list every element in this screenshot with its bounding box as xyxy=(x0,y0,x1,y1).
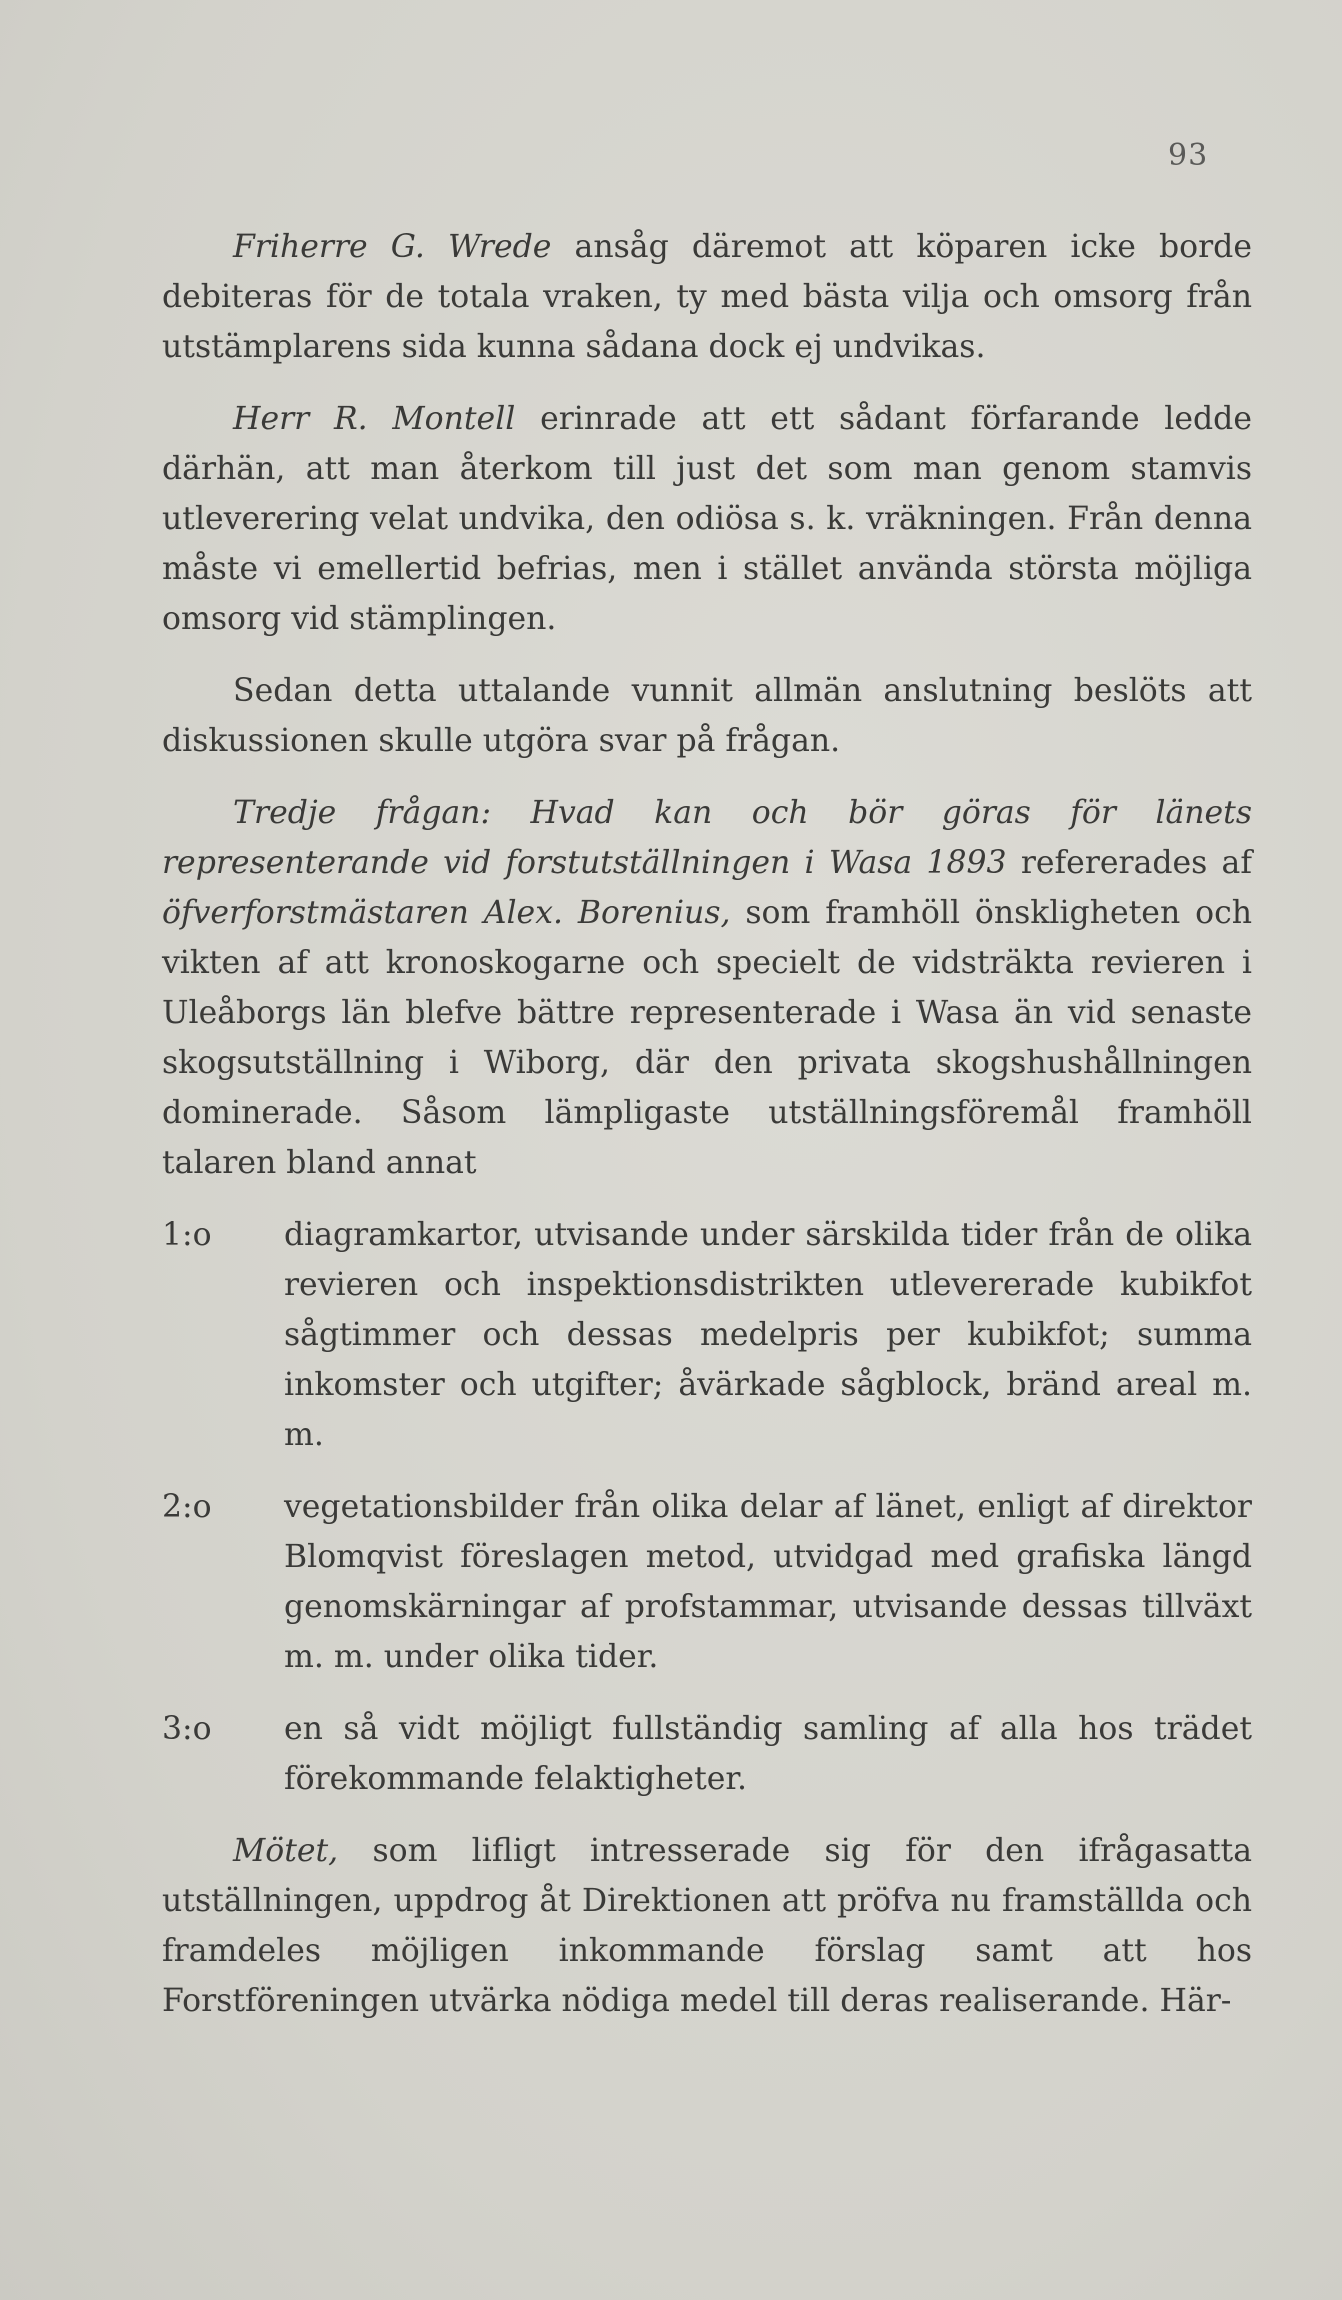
italic-text: Tredje frågan: Hvad kan och bör göras för länets representerande vid forstutställningen i Wasa 1893 xyxy=(162,795,1252,881)
text-run: som framhöll önskligheten och vikten af att kronoskogarne och specielt de vidsträkta revieren i Uleåborgs län blefve bättre representerade i Wasa än vid senaste skogsutställning i Wiborg, där den privata skogshushållningen dominerade. Såsom lämpligaste utställningsföremål framhöll talaren bland annat xyxy=(162,895,1252,1181)
paragraph xyxy=(162,666,1252,766)
italic-text: öfverforstmästaren Alex. Borenius, xyxy=(162,895,731,931)
text-run: som lifligt intresserade sig för den ifrågasatta utställningen, uppdrog åt Direktionen att pröfva nu framställda och framdeles möjligen inkommande förslag samt att hos Forstföreningen utvärka nödiga medel till deras realiserande. Här- xyxy=(162,1833,1252,2019)
text-run: ansåg däremot att köparen icke borde debiteras för de totala vraken, ty med bästa vilja och omsorg från utstämplarens sida kunna sådana dock ej undvikas. xyxy=(162,229,1252,365)
numbered-item xyxy=(162,1210,1252,1460)
text-run: diagramkartor, utvisande under särskilda tider från de olika revieren och inspektionsdistrikten utlevererade kubikfot sågtimmer och dessas medelpris per kubikfot; summa inkomster och utgifter; åvärkade sågblock, bränd areal m. m. xyxy=(284,1217,1252,1453)
text-run: erinrade att ett sådant förfarande ledde därhän, att man återkom till just det som man genom stamvis utleverering velat undvika, den odiösa s. k. vräkningen. Från denna måste vi emellertid befrias, men i stället använda största möjliga omsorg vid stämplingen. xyxy=(162,401,1252,637)
italic-text: Mötet, xyxy=(233,1833,339,1869)
item-number: 3:o xyxy=(162,1711,212,1747)
numbered-item xyxy=(162,1704,1252,1804)
text-run: en så vidt möjligt fullständig samling af alla hos trädet förekommande felaktigheter. xyxy=(284,1711,1252,1797)
text-run: refererades af xyxy=(1006,845,1252,881)
paragraph xyxy=(162,222,1252,372)
page-number: 93 xyxy=(1168,138,1209,173)
item-number: 1:o xyxy=(162,1217,212,1253)
text-run: vegetationsbilder från olika delar af länet, enligt af direktor Blomqvist föreslagen metod, utvidgad med grafiska längd genomskärningar af profstammar, utvisande dessas tillväxt m. m. under olika tider. xyxy=(284,1489,1252,1675)
paragraph xyxy=(162,788,1252,1188)
italic-text: Friherre G. Wrede xyxy=(233,229,552,265)
body-text xyxy=(162,222,1252,2048)
numbered-item xyxy=(162,1482,1252,1682)
item-number: 2:o xyxy=(162,1489,212,1525)
paragraph xyxy=(162,1826,1252,2026)
text-run: Sedan detta uttalande vunnit allmän anslutning beslöts att diskussionen skulle utgöra svar på frågan. xyxy=(162,673,1252,759)
italic-text: Herr R. Montell xyxy=(233,401,516,437)
paragraph xyxy=(162,394,1252,644)
